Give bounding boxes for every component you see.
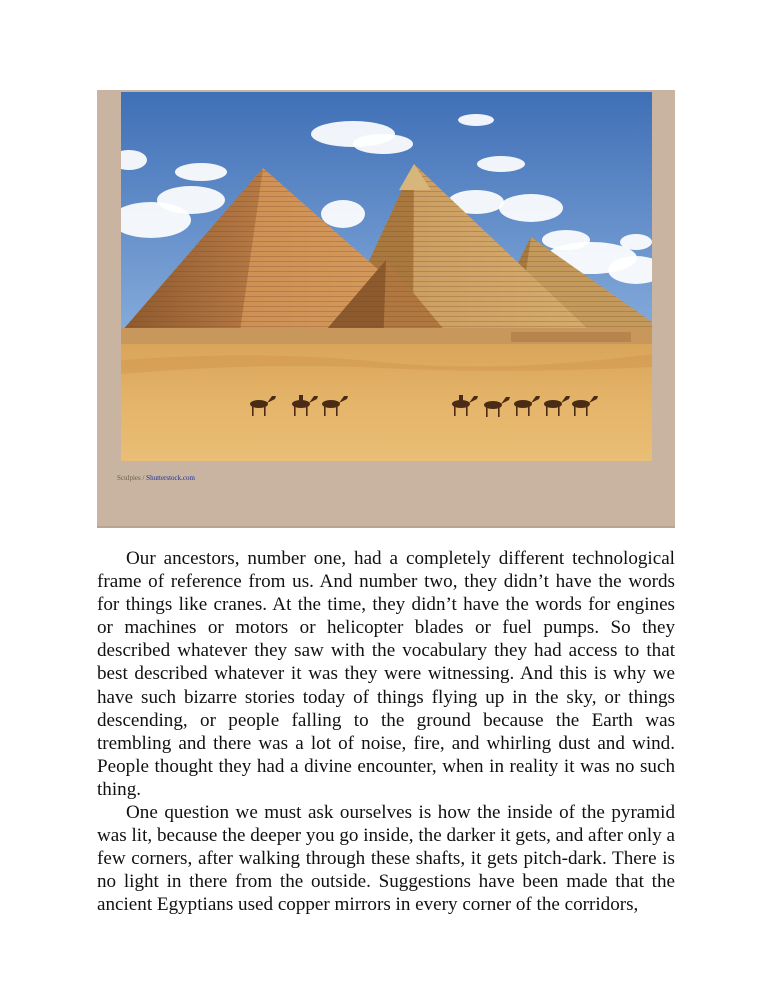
body-text [97, 547, 675, 917]
photo-figure [97, 90, 675, 528]
photo-credit [117, 474, 195, 482]
photo-credit-author: Sculpies / [117, 474, 145, 482]
paragraph: One question we must ask ourselves is how the inside of the pyramid was lit, because the deeper you go inside, the darker it gets, and after only a few corners, after walking through these shafts, it gets pitch-dark. There is no light in there from the outside. Suggestions have been made that the ancient Egyptians used copper mirrors in every corner of the corridors, [97, 802, 675, 916]
photo-credit-source: Shutterstock.com [146, 474, 195, 482]
paragraph: Our ancestors, number one, had a completely different technological frame of reference from us. And number two, they didn’t have the words for things like cranes. At the time, they didn’t have the words for engines or machines or motors or helicopter blades or fuel pumps. So they described whatever they saw with the vocabulary they had access to that best described whatever it was they were witnessing. And this is why we have such bizarre stories today of things flying up in the sky, or things descending, or people falling to the ground because the Earth was trembling and there was a lot of noise, fire, and whirling dust and wind. People thought they had a divine encounter, when in reality it was no such thing. [97, 548, 675, 800]
pyramids-photo [121, 92, 652, 461]
